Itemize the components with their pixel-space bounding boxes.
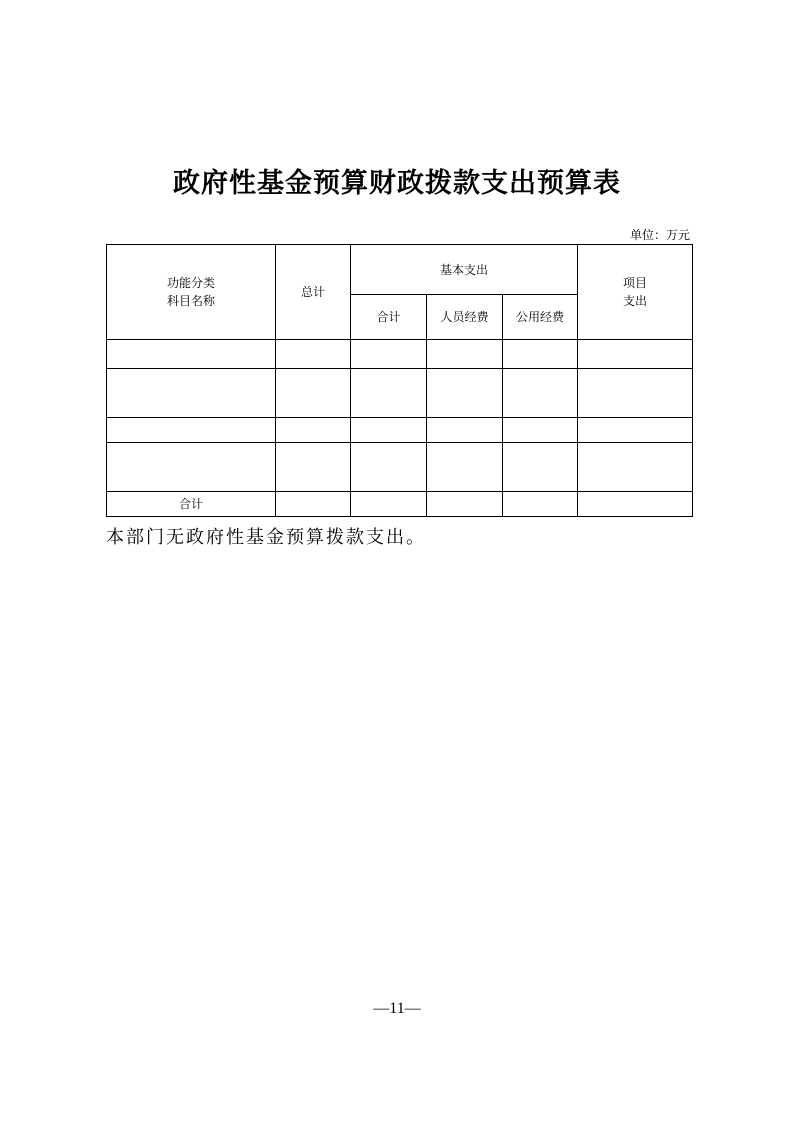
table-cell: [503, 418, 578, 443]
total-cell: [503, 492, 578, 517]
table-cell: [276, 340, 351, 369]
table-cell: [107, 340, 276, 369]
document-title: 政府性基金预算财政拨款支出预算表: [173, 168, 621, 199]
table-cell: [351, 340, 427, 369]
table-cell: [107, 418, 276, 443]
table-cell: [107, 369, 276, 418]
note-text: 本部门无政府性基金预算拨款支出。: [106, 527, 426, 548]
header-basic-sum-cell: [351, 295, 427, 340]
table-cell: [427, 418, 503, 443]
table-cell: [503, 443, 578, 492]
table-cell: [578, 369, 693, 418]
header-project-line2: 支出: [623, 294, 648, 308]
table-cell: [427, 340, 503, 369]
table-row: [107, 443, 693, 492]
budget-table: [106, 244, 693, 517]
total-label: 合计: [178, 497, 203, 511]
header-public-label: 公用经费: [516, 310, 565, 324]
table-cell: [503, 369, 578, 418]
table-cell: [276, 369, 351, 418]
table-cell: [578, 418, 693, 443]
header-public-cell: [503, 295, 578, 340]
total-label-cell: [107, 492, 276, 517]
table-cell: [351, 418, 427, 443]
header-category-cell: [107, 245, 276, 340]
table-cell: [351, 443, 427, 492]
header-project-cell: [578, 245, 693, 340]
table-row: [107, 418, 693, 443]
header-project-line1: 项目: [623, 276, 648, 290]
table-row: [107, 369, 693, 418]
unit-label: 单位：万元: [629, 228, 690, 242]
table-cell: [427, 443, 503, 492]
header-total-label: 总计: [300, 285, 325, 299]
table-cell: [578, 340, 693, 369]
total-cell: [351, 492, 427, 517]
table-cell: [107, 443, 276, 492]
table-row: [107, 340, 693, 369]
total-cell: [578, 492, 693, 517]
table-cell: [503, 340, 578, 369]
header-category-line2: 科目名称: [166, 294, 215, 308]
header-basic-cell: [351, 245, 578, 295]
table-cell: [578, 443, 693, 492]
header-total-cell: [276, 245, 351, 340]
header-basic-label: 基本支出: [440, 262, 489, 277]
total-cell: [276, 492, 351, 517]
total-row: [107, 492, 693, 517]
header-category-line1: 功能分类: [166, 276, 215, 290]
header-row-1: [107, 245, 693, 295]
header-personnel-label: 人员经费: [440, 310, 489, 324]
table-cell: [276, 443, 351, 492]
table-cell: [276, 418, 351, 443]
table-cell: [427, 369, 503, 418]
table-cell: [351, 369, 427, 418]
page-number: —11—: [373, 1000, 421, 1017]
header-personnel-cell: [427, 295, 503, 340]
header-basic-sum-label: 合计: [376, 310, 401, 324]
total-cell: [427, 492, 503, 517]
